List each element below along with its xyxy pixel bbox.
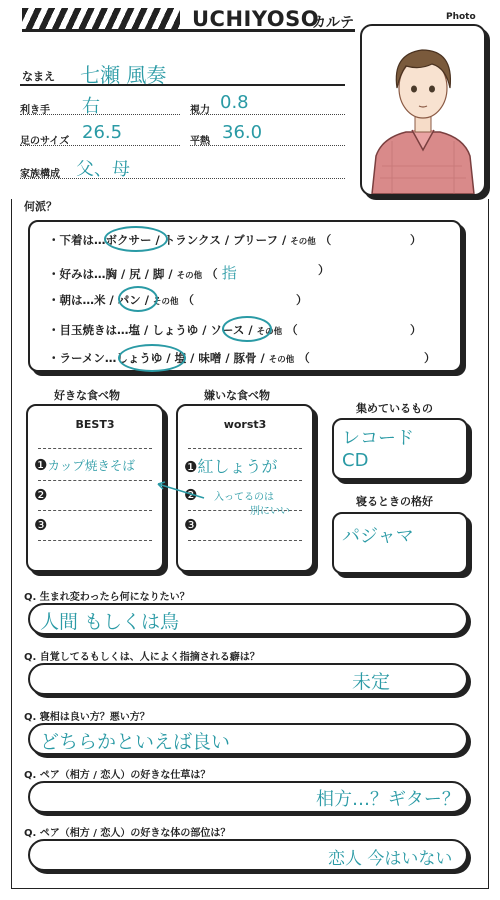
circle-mark [118, 344, 186, 372]
pref-paren-close: ） [410, 233, 422, 247]
list-divider [38, 510, 152, 511]
header-title: UCHIYOSO [192, 7, 320, 31]
vision-value: 0.8 [220, 92, 249, 113]
list-item [34, 456, 135, 474]
disliked-note-line1: 入ってるのは [214, 492, 274, 503]
name-underline [20, 84, 345, 86]
rank-3-marker: ❸ [184, 516, 198, 534]
pref-row-underwear [48, 232, 331, 248]
question-5: Q. ペア（相方 / 恋人）の好きな体の部位は？ [24, 828, 231, 839]
favorite-food-1: カップ焼きそば [47, 458, 135, 473]
temp-line [190, 145, 345, 146]
disliked-food-title: 嫌いな食べ物 [204, 389, 270, 402]
pref-row-text: ・好みは…胸 / 尻 / 脚 / [48, 267, 173, 281]
pref-paren-close: ） [318, 263, 330, 277]
preferences-title: 何派？ [24, 200, 57, 213]
favorite-food-head: BEST3 [75, 418, 115, 431]
answer-1: 人間 もしくは鳥 [40, 611, 180, 633]
answer-field-1 [28, 603, 468, 635]
vision-line [190, 114, 345, 115]
hand-line [20, 114, 180, 115]
disliked-food-head: worst3 [223, 418, 267, 431]
rank-1-marker: ❶ [34, 456, 48, 474]
pref-paren-open: （ [286, 323, 298, 337]
answer-3: どちらかといえば良い [40, 731, 231, 753]
collecting-title: 集めているもの [356, 402, 433, 415]
pref-row-text: ・目玉焼きは…塩 / しょうゆ / ソース / [48, 323, 253, 337]
answer-5: 恋人 今はいない [328, 849, 453, 869]
answer-field-2 [28, 663, 468, 695]
foot-line [20, 145, 180, 146]
list-divider [38, 448, 152, 449]
rank-2-marker: ❷ [184, 486, 198, 504]
temp-value: 36.0 [222, 122, 263, 143]
pref-paren-close: ） [296, 293, 308, 307]
answer-field-4 [28, 781, 468, 813]
family-value: 父、母 [76, 159, 130, 180]
answer-field-3 [28, 723, 468, 755]
vision-label: 視力 [190, 105, 210, 116]
name-value: 七瀬 風奏 [80, 63, 167, 87]
hand-label: 利き手 [20, 105, 50, 116]
list-divider [38, 540, 152, 541]
arrow-annotation [150, 478, 210, 504]
disliked-note-line2: 別にいい [250, 506, 290, 517]
pref-row-text: ・ラーメン…しょうゆ / 塩 / 味噌 / 豚骨 / [48, 351, 265, 365]
pref-row-text: ・下着は…ボクサー / トランクス / ブリーフ / [48, 233, 287, 247]
rank-3-marker: ❸ [34, 516, 48, 534]
pref-other: その他 [152, 297, 179, 307]
sleepwear-answer: パジャマ [342, 526, 414, 547]
foot-label: 足のサイズ [20, 136, 70, 147]
pref-paren-open: （ [182, 293, 194, 307]
pref-row-preference [48, 262, 237, 283]
sleepwear-box [332, 512, 468, 574]
temp-label: 平熱 [190, 136, 210, 147]
header-subtitle: カルテ [312, 15, 354, 31]
collecting-answer-2: CD [342, 450, 369, 471]
favorite-food-box [26, 404, 164, 572]
answer-2: 未定 [352, 671, 391, 693]
circle-mark [104, 226, 168, 252]
collecting-box [332, 418, 468, 480]
header-stripes [22, 8, 180, 32]
pref-paren-open: （ [319, 233, 332, 247]
pref-answer: 指 [221, 264, 237, 282]
list-divider [38, 480, 152, 481]
pref-other: その他 [290, 237, 316, 247]
question-1: Q. 生まれ変わったら何になりたい？ [24, 592, 190, 603]
foot-value: 26.5 [82, 122, 123, 143]
collecting-answer-1: レコード [342, 428, 414, 449]
pref-other: その他 [256, 327, 283, 337]
list-item [184, 454, 277, 477]
profile-photo [360, 24, 486, 196]
favorite-food-title: 好きな食べ物 [54, 389, 120, 402]
sleepwear-title: 寝るときの格好 [356, 495, 433, 508]
family-line [20, 178, 345, 179]
pref-paren-close: ） [410, 323, 422, 337]
pref-paren-open: （ [206, 267, 218, 281]
rank-1-marker: ❶ [184, 458, 198, 476]
circle-mark [222, 316, 272, 342]
pref-other: その他 [176, 271, 203, 281]
disliked-food-1: 紅しょうが [197, 457, 278, 476]
pref-paren-close: ） [424, 351, 436, 365]
list-divider [188, 448, 302, 449]
question-2: Q. 自覚してるもしくは、人によく指摘される癖は？ [24, 652, 260, 663]
pref-paren-open: （ [298, 351, 310, 365]
family-label: 家族構成 [20, 169, 60, 180]
pref-row-text: ・朝は…米 / パン / [48, 293, 149, 307]
list-divider [188, 540, 302, 541]
photo-label: Photo [446, 12, 476, 22]
question-3: Q. 寝相は良い方？悪い方？ [24, 712, 150, 723]
character-illustration [362, 26, 484, 194]
circle-mark [118, 286, 158, 312]
answer-4: 相方…？ギター？ [316, 789, 460, 810]
hand-value: 右 [82, 96, 100, 117]
rank-2-marker: ❷ [34, 486, 48, 504]
pref-other: その他 [268, 355, 295, 365]
answer-field-5 [28, 839, 468, 871]
name-label: なまえ [22, 70, 55, 83]
question-4: Q. ペア（相方 / 恋人）の好きな仕草は？ [24, 770, 211, 781]
